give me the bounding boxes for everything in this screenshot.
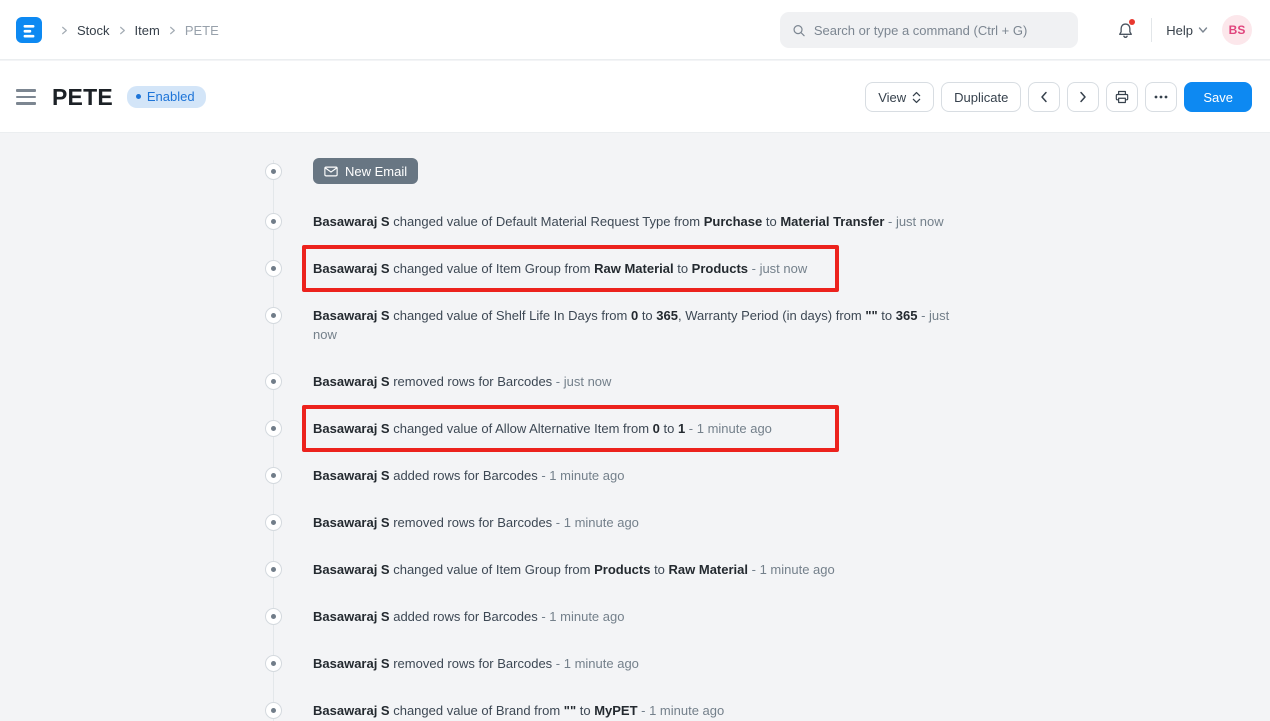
timeline-text-segment: Basawaraj S <box>313 308 390 323</box>
timeline-text-segment: added rows for Barcodes <box>389 609 538 624</box>
envelope-icon <box>324 166 338 177</box>
view-button-label: View <box>878 89 907 105</box>
timeline-text-segment: - just now <box>552 374 612 389</box>
erpnext-logo[interactable] <box>16 17 42 43</box>
timeline-text-segment: changed value of Brand from <box>389 703 564 718</box>
timeline-text-segment: to <box>576 703 595 718</box>
timeline-text-segment: 365 <box>656 308 678 323</box>
avatar-initials: BS <box>1228 23 1246 37</box>
next-record-button[interactable] <box>1067 82 1099 112</box>
timeline-item-text <box>313 372 973 391</box>
timeline-text-segment: Products <box>594 562 651 577</box>
ellipsis-icon <box>1154 95 1168 99</box>
navbar-left <box>16 0 219 60</box>
timeline-text-segment: - 1 minute ago <box>552 515 639 530</box>
timeline-text-segment: - 1 minute ago <box>685 421 772 436</box>
timeline-item <box>265 306 1270 344</box>
timeline-text-segment: 1 <box>677 421 686 436</box>
timeline-dot-icon <box>265 467 282 484</box>
timeline-dot-icon <box>265 307 282 324</box>
timeline-text-segment: - 1 minute ago <box>637 703 725 718</box>
timeline-text-segment: changed value of Shelf Life In Days from <box>389 308 631 323</box>
new-email-button[interactable] <box>313 158 418 184</box>
duplicate-button[interactable] <box>941 82 1021 112</box>
timeline-dot-icon <box>265 163 282 180</box>
timeline-item-text <box>313 466 973 485</box>
timeline-text-segment: Purchase <box>703 214 763 229</box>
timeline-text-segment: Raw Material <box>668 562 749 577</box>
printer-icon <box>1114 89 1130 105</box>
timeline-item <box>265 701 1270 720</box>
timeline-text-segment: to <box>877 308 896 323</box>
timeline-text-segment: added rows for Barcodes <box>389 468 538 483</box>
timeline-text-segment: Basawaraj S <box>313 609 390 624</box>
timeline-text-segment: - just now <box>313 308 950 342</box>
timeline-item-text <box>313 306 973 344</box>
menu-ellipsis-button[interactable] <box>1145 82 1177 112</box>
timeline-text-segment: to <box>638 308 657 323</box>
help-label: Help <box>1166 22 1193 38</box>
timeline-item-text <box>313 419 973 438</box>
timeline-text-segment: changed value of Default Material Request Type from <box>389 214 704 229</box>
timeline-item <box>265 259 1270 278</box>
timeline-item-text <box>313 212 973 231</box>
timeline-text-segment: , Warranty Period (in days) from <box>677 308 866 323</box>
page-header-left <box>16 61 206 133</box>
timeline-item <box>265 466 1270 485</box>
chevron-right-icon <box>118 26 127 35</box>
timeline-text-segment: to <box>659 421 678 436</box>
chevron-left-icon <box>1039 91 1049 103</box>
timeline-dot-icon <box>265 702 282 719</box>
timeline-dot-icon <box>265 260 282 277</box>
timeline-text-segment: Material Transfer <box>780 214 885 229</box>
activity-content <box>0 134 1270 721</box>
timeline-line <box>273 160 274 721</box>
timeline-text-segment: removed rows for Barcodes <box>389 374 553 389</box>
breadcrumb-item[interactable]: Item <box>134 22 160 38</box>
timeline-text-segment: Basawaraj S <box>313 214 390 229</box>
timeline-text-segment: - 1 minute ago <box>748 562 835 577</box>
duplicate-button-label: Duplicate <box>954 89 1009 105</box>
previous-record-button[interactable] <box>1028 82 1060 112</box>
sidebar-toggle-menu-icon[interactable] <box>16 86 38 108</box>
timeline-item <box>265 654 1270 673</box>
timeline-text-segment: Basawaraj S <box>313 261 390 276</box>
notifications-button[interactable] <box>1113 18 1137 42</box>
timeline-text-segment: - 1 minute ago <box>537 468 625 483</box>
timeline-text-segment: Basawaraj S <box>313 703 390 718</box>
timeline-text-segment: - just now <box>748 261 808 276</box>
timeline-text-segment: 365 <box>895 308 918 323</box>
navbar-divider <box>1151 18 1152 42</box>
breadcrumb-stock[interactable]: Stock <box>77 22 110 38</box>
timeline-text-segment: Basawaraj S <box>313 515 390 530</box>
timeline-dot-icon <box>265 420 282 437</box>
timeline-item <box>265 372 1270 391</box>
timeline-text-segment: - 1 minute ago <box>552 656 639 671</box>
timeline-text-segment: "" <box>563 703 577 718</box>
status-badge-label: Enabled <box>146 89 195 104</box>
timeline-text-segment: to <box>762 214 781 229</box>
timeline-text-segment: to <box>650 562 669 577</box>
timeline-text-segment: "" <box>865 308 878 323</box>
timeline-dot-icon <box>265 561 282 578</box>
page-header-actions <box>865 61 1252 133</box>
timeline-item-text <box>313 560 973 579</box>
timeline-text-segment: Basawaraj S <box>313 656 390 671</box>
new-email-row <box>265 158 1270 184</box>
timeline-text-segment: Basawaraj S <box>313 421 390 436</box>
timeline-item-text <box>313 259 973 278</box>
page-header <box>0 61 1270 133</box>
timeline-item <box>265 607 1270 626</box>
page-title: PETE <box>52 83 113 110</box>
timeline-list <box>0 134 1270 720</box>
save-button[interactable]: Save <box>1184 82 1252 112</box>
timeline-item-text <box>313 607 973 626</box>
print-button[interactable] <box>1106 82 1138 112</box>
select-chevrons-icon <box>912 91 921 104</box>
timeline-text-segment: Basawaraj S <box>313 374 390 389</box>
navbar-right <box>1113 0 1252 60</box>
timeline-text-segment: - just now <box>884 214 944 229</box>
timeline-text-segment: changed value of Item Group from <box>389 261 595 276</box>
timeline-text-segment: Basawaraj S <box>313 562 390 577</box>
timeline-item <box>265 560 1270 579</box>
chevron-down-icon <box>1198 25 1208 35</box>
erpnext-logo-icon <box>20 21 38 39</box>
timeline-text-segment: Raw Material <box>594 261 674 276</box>
help-menu[interactable] <box>1166 23 1208 38</box>
chevron-right-icon <box>60 26 69 35</box>
timeline-text-segment: 0 <box>630 308 639 323</box>
view-button[interactable] <box>865 82 934 112</box>
breadcrumb-pete[interactable]: PETE <box>184 22 219 38</box>
search-icon <box>792 23 806 38</box>
timeline-text-segment: 0 <box>652 421 660 436</box>
status-badge <box>127 86 206 108</box>
timeline-item <box>265 212 1270 231</box>
chevron-right-icon <box>168 26 177 35</box>
timeline-text-segment: to <box>673 261 692 276</box>
timeline-dot-icon <box>265 373 282 390</box>
timeline-item <box>265 419 1270 438</box>
timeline-dot-icon <box>265 655 282 672</box>
timeline-item-text <box>313 701 973 720</box>
search-input[interactable] <box>814 23 1066 38</box>
timeline-text-segment: removed rows for Barcodes <box>389 656 553 671</box>
breadcrumb <box>60 23 219 38</box>
global-search[interactable] <box>780 12 1078 48</box>
timeline-dot-icon <box>265 514 282 531</box>
timeline-text-segment: MyPET <box>594 703 638 718</box>
new-email-label: New Email <box>345 163 408 179</box>
avatar[interactable] <box>1222 15 1252 45</box>
timeline-dot-icon <box>265 213 282 230</box>
top-navbar <box>0 0 1270 60</box>
chevron-right-icon <box>1078 91 1088 103</box>
timeline-text-segment: removed rows for Barcodes <box>389 515 553 530</box>
timeline-text-segment: changed value of Item Group from <box>389 562 595 577</box>
timeline-text-segment: Basawaraj S <box>313 468 390 483</box>
status-dot-icon <box>136 94 141 99</box>
timeline-text-segment: Products <box>691 261 749 276</box>
timeline-item <box>265 513 1270 532</box>
timeline-item-text <box>313 654 973 673</box>
timeline-text-segment: - 1 minute ago <box>537 609 625 624</box>
timeline-item-text <box>313 513 973 532</box>
timeline-dot-icon <box>265 608 282 625</box>
timeline-text-segment: changed value of Allow Alternative Item from <box>389 421 653 436</box>
